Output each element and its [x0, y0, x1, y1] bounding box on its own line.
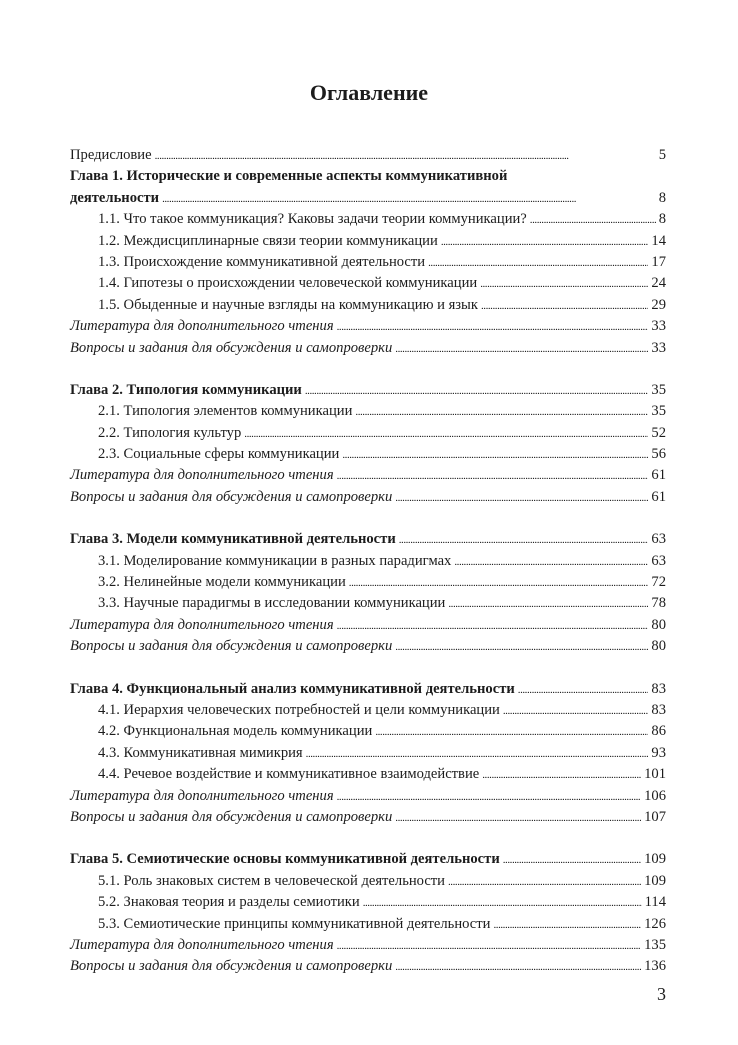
toc-page-number: 56 — [651, 446, 666, 463]
dot-leader — [395, 338, 648, 360]
toc-entry-text: Литература для дополнительного чтения — [70, 467, 334, 484]
dot-leader — [337, 786, 641, 808]
toc-page-number: 109 — [644, 872, 666, 889]
dot-leader — [349, 572, 649, 594]
dot-leader — [503, 849, 641, 871]
toc-entry-section[interactable] — [70, 743, 666, 764]
toc-entry-text: 2.3. Социальные сферы коммуникации — [98, 446, 340, 463]
chapter-gap — [70, 828, 666, 849]
dot-leader — [448, 593, 648, 615]
toc-page-number: 80 — [651, 638, 666, 655]
toc-entry-section[interactable] — [70, 551, 666, 572]
toc-page-number: 93 — [651, 744, 666, 761]
toc-entry-text: Вопросы и задания для обсуждения и самопроверки — [70, 339, 393, 356]
toc-page-number: 17 — [651, 253, 666, 270]
toc-entry-section[interactable] — [70, 252, 666, 273]
dot-leader — [448, 871, 641, 893]
dot-leader — [375, 721, 648, 743]
toc-page-number: 5 — [658, 147, 666, 163]
toc-entry-text: Глава 2. Типология коммуникации — [70, 381, 302, 398]
toc-entry-text: Литература для дополнительного чтения — [70, 936, 334, 953]
toc-entry-text: 2.1. Типология элементов коммуникации — [98, 403, 353, 420]
toc-entry-section[interactable] — [70, 700, 666, 721]
toc-entry-chapter-5[interactable] — [70, 849, 666, 870]
toc-page-number: 106 — [644, 787, 666, 804]
toc-entry-text: Вопросы и задания для обсуждения и самопроверки — [70, 638, 393, 655]
dot-leader — [480, 273, 648, 295]
toc-entry-text: Глава 5. Семиотические основы коммуникативной деятельности — [70, 851, 500, 868]
dot-leader — [337, 316, 649, 338]
toc-entry-text: 4.2. Функциональная модель коммуникации — [98, 723, 373, 740]
toc-entry-text: 5.2. Знаковая теория и разделы семиотики — [98, 894, 360, 911]
toc-entry-text: 3.2. Нелинейные модели коммуникации — [98, 574, 346, 591]
toc-page-number: 101 — [644, 766, 666, 783]
toc-page-number: 109 — [644, 851, 666, 868]
toc-page-number: 29 — [651, 296, 666, 313]
toc-page-number: 52 — [651, 424, 666, 441]
toc-entry-questions[interactable] — [70, 956, 666, 977]
toc-entry-section[interactable] — [70, 892, 666, 913]
chapter-gap — [70, 658, 666, 679]
dot-leader — [305, 380, 649, 402]
dot-leader — [530, 209, 656, 231]
toc-entry-text: 5.1. Роль знаковых систем в человеческой деятельности — [98, 872, 445, 889]
toc-entry-literature[interactable] — [70, 935, 666, 956]
toc-entry-section[interactable] — [70, 295, 666, 316]
toc-entry-text: 1.4. Гипотезы о происхождении человеческой коммуникации — [98, 275, 478, 292]
toc-entry-text: деятельности — [70, 189, 160, 206]
dot-leader — [395, 487, 648, 509]
toc-entry-section[interactable] — [70, 231, 666, 252]
chapter-gap — [70, 508, 666, 529]
toc-entry-text: Предисловие — [70, 147, 152, 163]
toc-page-number: 63 — [651, 552, 666, 569]
toc-entry-section[interactable] — [70, 914, 666, 935]
toc-entry-section[interactable] — [70, 444, 666, 465]
toc-page-number: 83 — [651, 680, 666, 697]
toc-page-number: 35 — [651, 403, 666, 420]
toc-entry-literature[interactable] — [70, 316, 666, 337]
toc-entry-preface[interactable] — [70, 145, 666, 166]
toc-entry-section[interactable] — [70, 273, 666, 294]
dot-leader — [342, 444, 648, 466]
dot-leader — [395, 956, 641, 978]
toc-entry-text: 3.3. Научные парадигмы в исследовании коммуникации — [98, 595, 446, 612]
toc-page-number: 80 — [651, 616, 666, 633]
toc-page-number: 126 — [644, 915, 666, 932]
toc-entry-section[interactable] — [70, 721, 666, 742]
dot-leader — [503, 700, 649, 722]
toc-entry-questions[interactable] — [70, 636, 666, 657]
dot-leader — [337, 935, 641, 957]
toc-entry-chapter-1[interactable] — [70, 188, 666, 209]
toc-entry-literature[interactable] — [70, 465, 666, 486]
dot-leader — [454, 551, 648, 573]
dot-leader — [518, 679, 649, 701]
dot-leader — [481, 295, 648, 317]
toc-entry-chapter-2[interactable] — [70, 380, 666, 401]
toc-entry-literature[interactable] — [70, 615, 666, 636]
chapter-gap — [70, 359, 666, 380]
dot-leader — [493, 914, 641, 936]
toc-page-number: 72 — [651, 574, 666, 591]
toc-page-number: 107 — [644, 808, 666, 825]
toc-entry-text: Литература для дополнительного чтения — [70, 616, 334, 633]
toc-page-number: 135 — [644, 936, 666, 953]
toc-page-number: 8 — [658, 189, 666, 206]
dot-leader — [482, 764, 641, 786]
toc-page-number: 14 — [651, 232, 666, 249]
toc-entry-section[interactable] — [70, 209, 666, 230]
toc-entry-text: 1.1. Что такое коммуникация? Каковы задачи теории коммуникации? — [98, 211, 527, 228]
toc-entry-text: 2.2. Типология культур — [98, 424, 242, 441]
toc-entry-text: Литература для дополнительного чтения — [70, 787, 334, 804]
dot-leader — [155, 145, 656, 167]
dot-leader — [363, 892, 642, 914]
dot-leader — [355, 401, 648, 423]
toc-entry-section[interactable] — [70, 764, 666, 785]
toc-entry-text: 1.5. Обыденные и научные взгляды на коммуникацию и язык — [98, 296, 478, 313]
page-number: 3 — [657, 984, 666, 1004]
table-of-contents — [70, 145, 666, 978]
toc-entry-text: 1.2. Междисциплинарные связи теории коммуникации — [98, 232, 438, 249]
dot-leader — [428, 252, 648, 274]
toc-entry-text: Вопросы и задания для обсуждения и самопроверки — [70, 958, 393, 975]
dot-leader — [337, 615, 649, 637]
toc-page-number: 24 — [651, 275, 666, 292]
chapter-1-title-line1[interactable]: Глава 1. Исторические и современные аспекты коммуникативной — [70, 168, 508, 185]
toc-page-number: 61 — [651, 467, 666, 484]
toc-page-number: 114 — [644, 894, 666, 911]
dot-leader — [395, 636, 648, 658]
dot-leader — [399, 529, 649, 551]
dot-leader — [244, 423, 648, 445]
toc-page-number: 83 — [651, 701, 666, 718]
dot-leader — [306, 743, 649, 765]
toc-entry-text: 4.3. Коммуникативная мимикрия — [98, 744, 303, 761]
toc-entry-questions[interactable] — [70, 338, 666, 359]
dot-leader — [395, 807, 641, 829]
toc-page-number: 35 — [651, 381, 666, 398]
toc-entry-chapter-3[interactable] — [70, 529, 666, 550]
toc-entry-text: Вопросы и задания для обсуждения и самопроверки — [70, 808, 393, 825]
toc-entry-chapter-4[interactable] — [70, 679, 666, 700]
toc-entry-section[interactable] — [70, 871, 666, 892]
toc-page-number: 78 — [651, 595, 666, 612]
toc-entry-text: Вопросы и задания для обсуждения и самопроверки — [70, 488, 393, 505]
toc-entry-text: 1.3. Происхождение коммуникативной деятельности — [98, 253, 426, 270]
toc-page-number: 33 — [651, 318, 666, 335]
toc-entry-questions[interactable] — [70, 807, 666, 828]
dot-leader — [441, 231, 649, 253]
dot-leader — [337, 465, 649, 487]
page-title: Оглавление — [309, 80, 429, 105]
dot-leader — [162, 188, 656, 210]
toc-page-number: 8 — [658, 211, 666, 228]
toc-page-number: 63 — [651, 531, 666, 548]
toc-entry-text: 4.4. Речевое воздействие и коммуникативное взаимодействие — [98, 766, 480, 783]
toc-entry-section[interactable] — [70, 423, 666, 444]
toc-page-number: 136 — [644, 958, 666, 975]
toc-entry-section[interactable] — [70, 401, 666, 422]
toc-entry-text: Литература для дополнительного чтения — [70, 318, 334, 335]
toc-page-number: 61 — [651, 488, 666, 505]
toc-entry-questions[interactable] — [70, 487, 666, 508]
toc-entry-text: Глава 3. Модели коммуникативной деятельности — [70, 531, 396, 548]
toc-entry-text: Глава 4. Функциональный анализ коммуникативной деятельности — [70, 680, 515, 697]
toc-entry-text: 3.1. Моделирование коммуникации в разных парадигмах — [98, 552, 452, 569]
toc-entry-literature[interactable] — [70, 786, 666, 807]
toc-page-number: 33 — [651, 339, 666, 356]
toc-entry-section[interactable] — [70, 593, 666, 614]
toc-entry-text: 4.1. Иерархия человеческих потребностей и цели коммуникации — [98, 701, 500, 718]
toc-entry-text: 5.3. Семиотические принципы коммуникативной деятельности — [98, 915, 491, 932]
toc-entry-section[interactable] — [70, 572, 666, 593]
toc-page-number: 86 — [651, 723, 666, 740]
